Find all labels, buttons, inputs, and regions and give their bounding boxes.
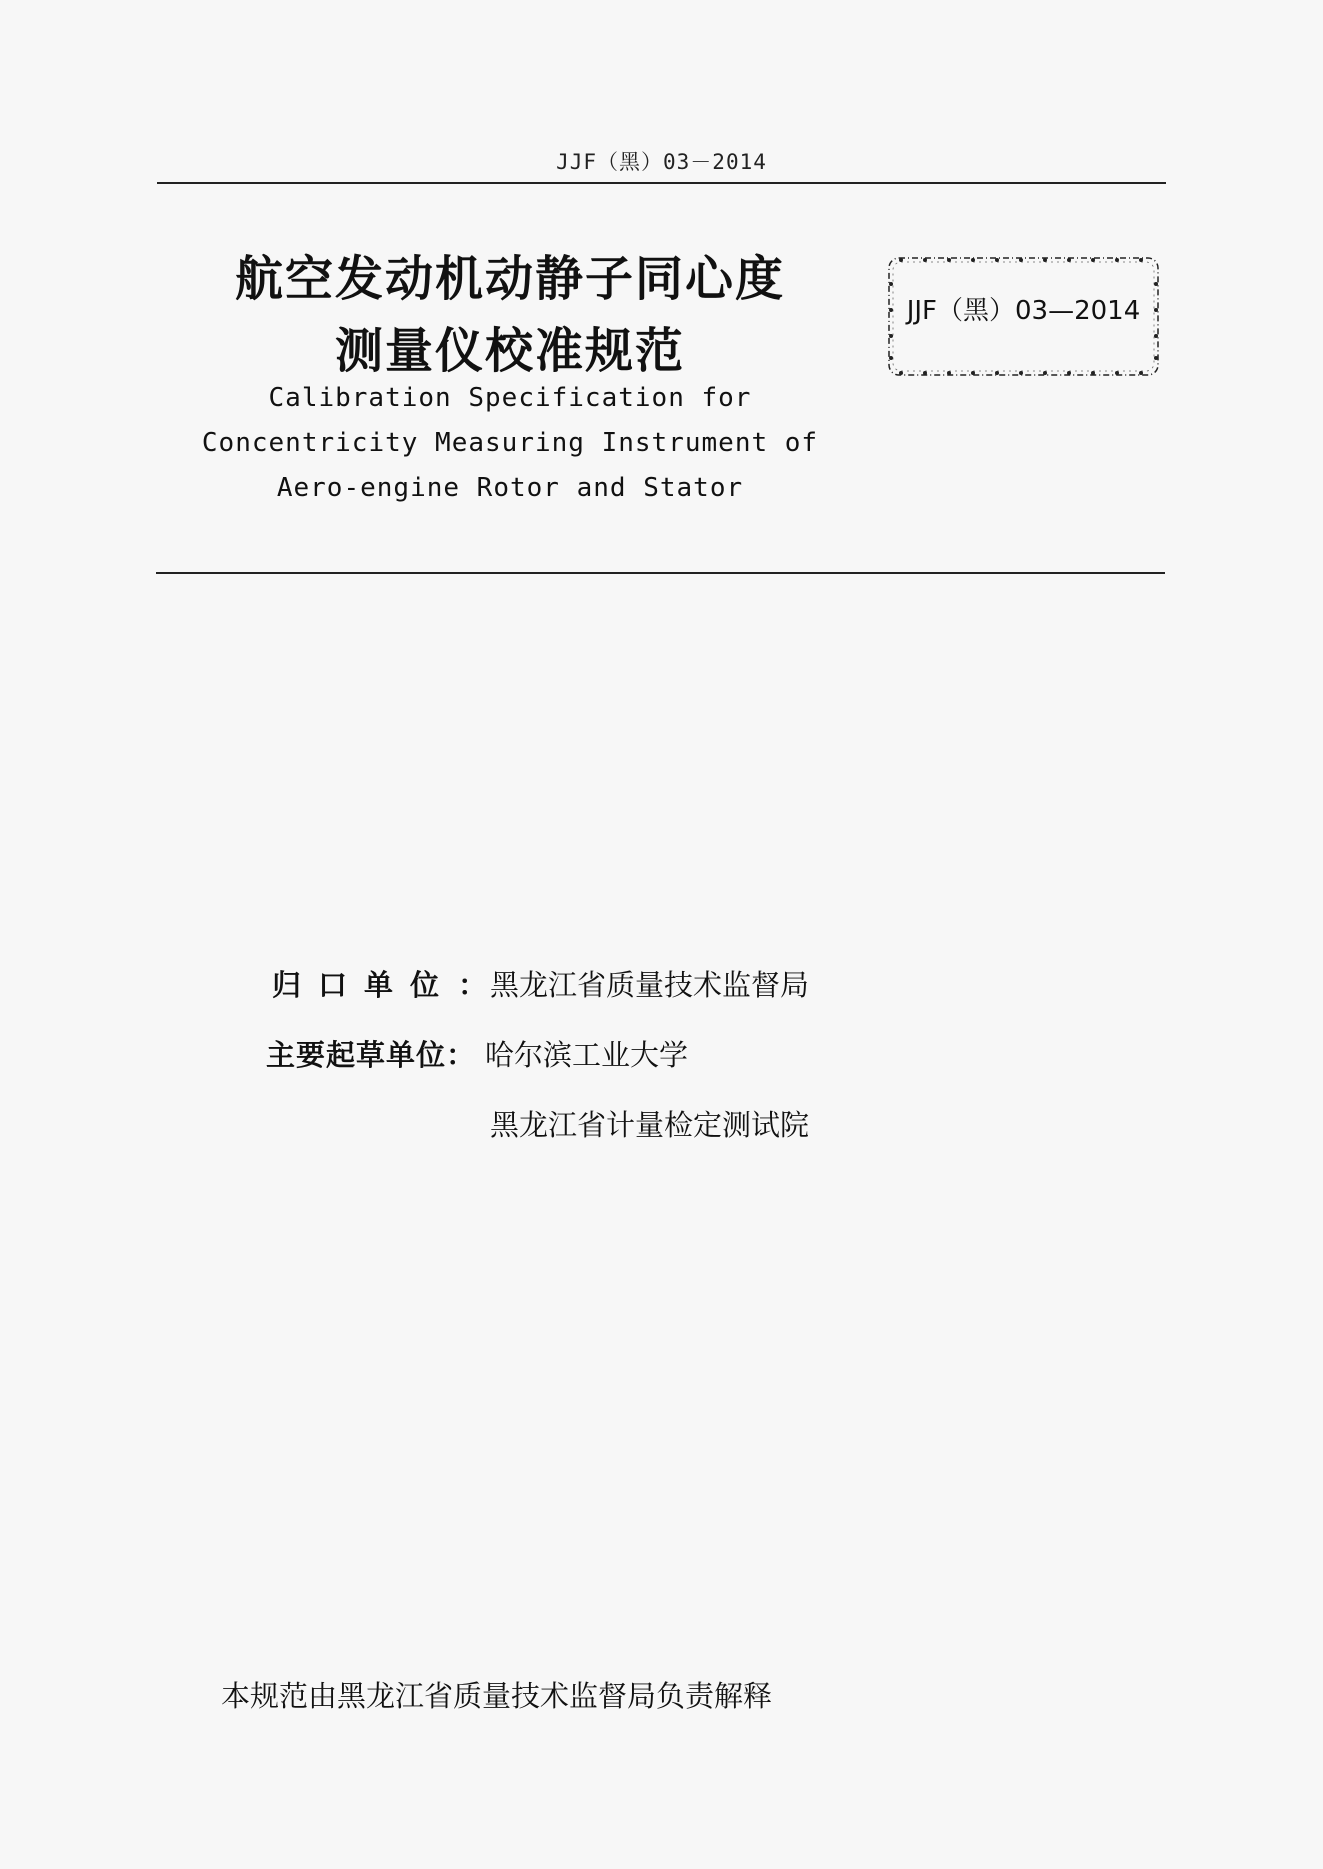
drafting-unit-label: 主要起草单位： (266, 1038, 477, 1072)
document-code-header: JJF（黑）03－2014 (556, 150, 767, 174)
responsible-unit-colon: ： (458, 968, 488, 1002)
responsible-unit-label: 归口单位 (272, 968, 457, 1002)
bottom-divider (156, 572, 1165, 574)
drafting-unit-value-2: 黑龙江省计量检定测试院 (490, 1108, 810, 1142)
top-divider (157, 182, 1166, 184)
responsible-unit-value: 黑龙江省质量技术监督局 (490, 968, 810, 1002)
english-title-line-3: Aero-engine Rotor and Stator (276, 473, 744, 503)
chinese-title-line-2: 测量仪校准规范 (334, 323, 685, 379)
chinese-title-line-1: 航空发动机动静子同心度 (234, 251, 785, 307)
standard-code-text: JJF（黑）03—2014 (906, 296, 1141, 326)
english-title-line-1: Calibration Specification for (268, 383, 752, 413)
drafting-unit-value-1: 哈尔滨工业大学 (485, 1038, 689, 1072)
standard-code-box (885, 254, 1162, 379)
english-title-line-2: Concentricity Measuring Instrument of (201, 428, 819, 458)
interpretation-note: 本规范由黑龙江省质量技术监督局负责解释 (221, 1679, 773, 1713)
